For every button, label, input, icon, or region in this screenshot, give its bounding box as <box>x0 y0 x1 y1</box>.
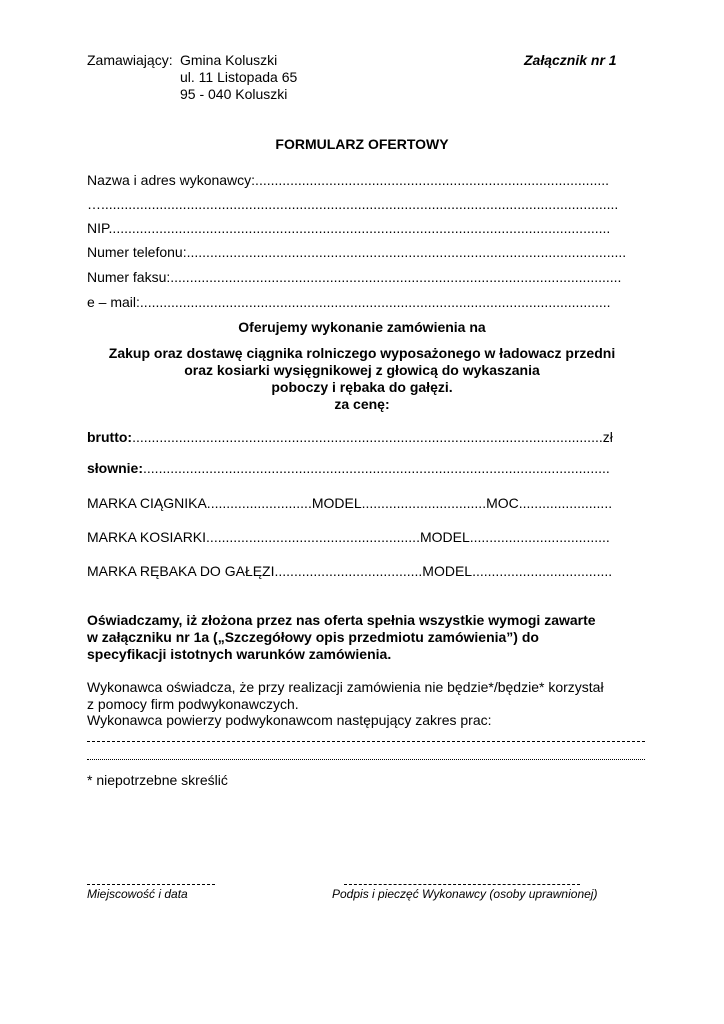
declaration-line2: w załączniku nr 1a („Szczegółowy opis przedmiotu zamówienia”) do <box>87 629 539 645</box>
subcontract-scope-line-2[interactable] <box>87 759 645 760</box>
declaration-line1: Oświadczamy, iż złożona przez nas oferta spełnia wszystkie wymogi zawarte <box>87 612 596 628</box>
signature-label: Podpis i pieczęć Wykonawcy (osoby uprawnionej) <box>332 887 598 901</box>
contractor-name-address-field[interactable]: Nazwa i adres wykonawcy:........................................................................................... <box>87 172 610 188</box>
email-field[interactable]: e – mail:......................................................................................................................... <box>87 294 611 310</box>
tractor-field[interactable]: MARKA CIĄGNIKA...........................MODEL................................MOC........................ <box>87 495 613 511</box>
orderer-address-line1: ul. 11 Listopada 65 <box>180 69 298 85</box>
attachment-number: Załącznik nr 1 <box>524 52 617 68</box>
offer-subject-line1: Zakup oraz dostawę ciągnika rolniczego wyposażonego w ładowacz przedni <box>108 345 616 361</box>
fax-field[interactable]: Numer faksu:.................................................................................................................... <box>87 269 622 285</box>
chipper-field[interactable]: MARKA RĘBAKA DO GAŁĘZI......................................MODEL.................................... <box>87 563 613 579</box>
slownie-label: słownie: <box>87 460 144 476</box>
offer-for-price: za cenę: <box>334 396 390 412</box>
orderer-name: Gmina Koluszki <box>180 52 278 68</box>
place-date-line[interactable] <box>87 884 215 885</box>
contractor-name-address-continuation[interactable]: …..................................................................................................................................... <box>87 196 619 212</box>
offer-subject-line2: oraz kosiarki wysięgnikowej z głowicą do wykaszania <box>184 362 540 378</box>
declaration-line3: specyfikacji istotnych warunków zamówienia. <box>87 646 392 662</box>
signature-line[interactable] <box>344 884 580 885</box>
brutto-dots: .........................................................................................................................zł <box>132 429 613 445</box>
subcontractors-line2: z pomocy firm podwykonawczych. <box>87 696 299 712</box>
orderer-address-line2: 95 - 040 Koluszki <box>180 86 288 102</box>
subcontractors-line1: Wykonawca oświadcza, że przy realizacji zamówienia nie będzie*/będzie* korzystał <box>87 679 604 695</box>
place-date-label: Miejscowość i data <box>87 887 188 901</box>
orderer-label: Zamawiający: <box>87 52 173 68</box>
nip-field[interactable]: NIP................................................................................................................................. <box>87 220 611 236</box>
offer-intro: Oferujemy wykonanie zamówienia na <box>238 319 486 335</box>
mower-field[interactable]: MARKA KOSIARKI.......................................................MODEL.................................... <box>87 529 610 545</box>
form-title: FORMULARZ OFERTOWY <box>275 136 449 152</box>
subcontractors-line3: Wykonawca powierzy podwykonawcom następujący zakres prac: <box>87 712 492 728</box>
phone-field[interactable]: Numer telefonu:................................................................................................................. <box>87 244 627 260</box>
subcontract-scope-line-1[interactable] <box>87 741 645 742</box>
brutto-field[interactable] <box>87 429 639 446</box>
slownie-dots: ........................................................................................................................ <box>143 460 610 476</box>
brutto-label: brutto: <box>87 429 133 445</box>
footnote: * niepotrzebne skreślić <box>87 772 228 788</box>
offer-subject-line3: poboczy i rębaka do gałęzi. <box>271 379 453 395</box>
slownie-field[interactable] <box>87 460 639 477</box>
